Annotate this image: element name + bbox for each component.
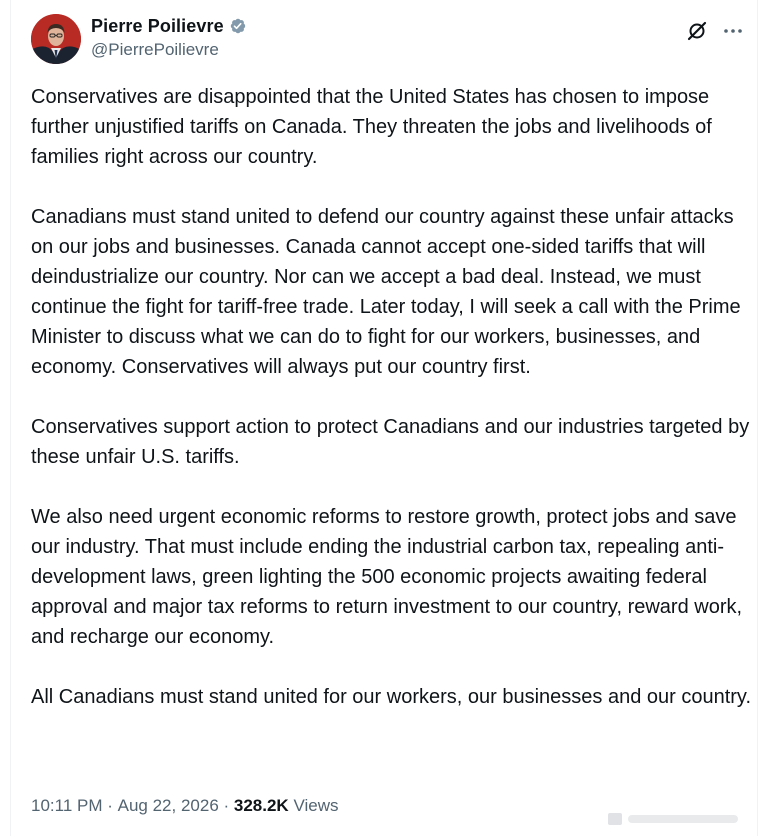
- avatar[interactable]: [31, 14, 81, 64]
- meta-separator: ·: [102, 796, 118, 815]
- post-card: [10, 0, 758, 836]
- post-paragraph: We also need urgent economic reforms to restore growth, protect jobs and save our industry. That must include ending the industrial carbon tax, repealing anti-development laws, green lighting the 500 economic projects awaiting federal approval and major tax reforms to return investment to our country, reward work, and recharge our economy.: [31, 506, 743, 648]
- author-handle[interactable]: @PierrePoilievre: [91, 40, 219, 59]
- post-paragraph: All Canadians must stand united for our workers, our businesses and our country.: [31, 686, 751, 708]
- meta-separator: ·: [218, 796, 234, 815]
- author-name-row: [91, 14, 248, 38]
- post-date[interactable]: Aug 22, 2026: [117, 796, 219, 815]
- author-block: [91, 14, 248, 60]
- post-meta: [31, 793, 338, 819]
- more-options-button[interactable]: [715, 16, 751, 46]
- verified-badge-icon[interactable]: [228, 16, 248, 36]
- views-count[interactable]: 328.2K: [233, 796, 289, 815]
- post-paragraph: Conservatives are disappointed that the United States has chosen to impose further unjustified tariffs on Canada. They threaten the jobs and livelihoods of families right across our country.: [31, 86, 712, 168]
- watermark: [603, 804, 753, 834]
- views-label: Views: [288, 796, 339, 815]
- post-paragraph: Canadians must stand united to defend our country against these unfair attacks on our jobs and businesses. Canada cannot accept one-sided tariffs that will deindustrialize our country. Nor can we accept a bad deal. Instead, we must continue the fight for tariff-free trade. Later today, I will seek a call with the Prime Minister to discuss what we can do to fight for our workers, businesses, and economy. Conservatives will always put our country first.: [31, 206, 741, 378]
- post-paragraph: Conservatives support action to protect Canadians and our industries targeted by these unfair U.S. tariffs.: [31, 416, 750, 468]
- watermark-graphic: [608, 809, 748, 829]
- post-header: [31, 14, 751, 66]
- more-icon: [721, 19, 745, 43]
- grok-icon: [685, 19, 709, 43]
- avatar-portrait-icon: [31, 14, 81, 64]
- author-display-name[interactable]: Pierre Poilievre: [91, 15, 224, 36]
- post-actions: [679, 16, 751, 46]
- post-time[interactable]: 10:11 PM: [31, 796, 103, 815]
- grok-button[interactable]: [679, 16, 715, 46]
- post-text: [31, 82, 751, 712]
